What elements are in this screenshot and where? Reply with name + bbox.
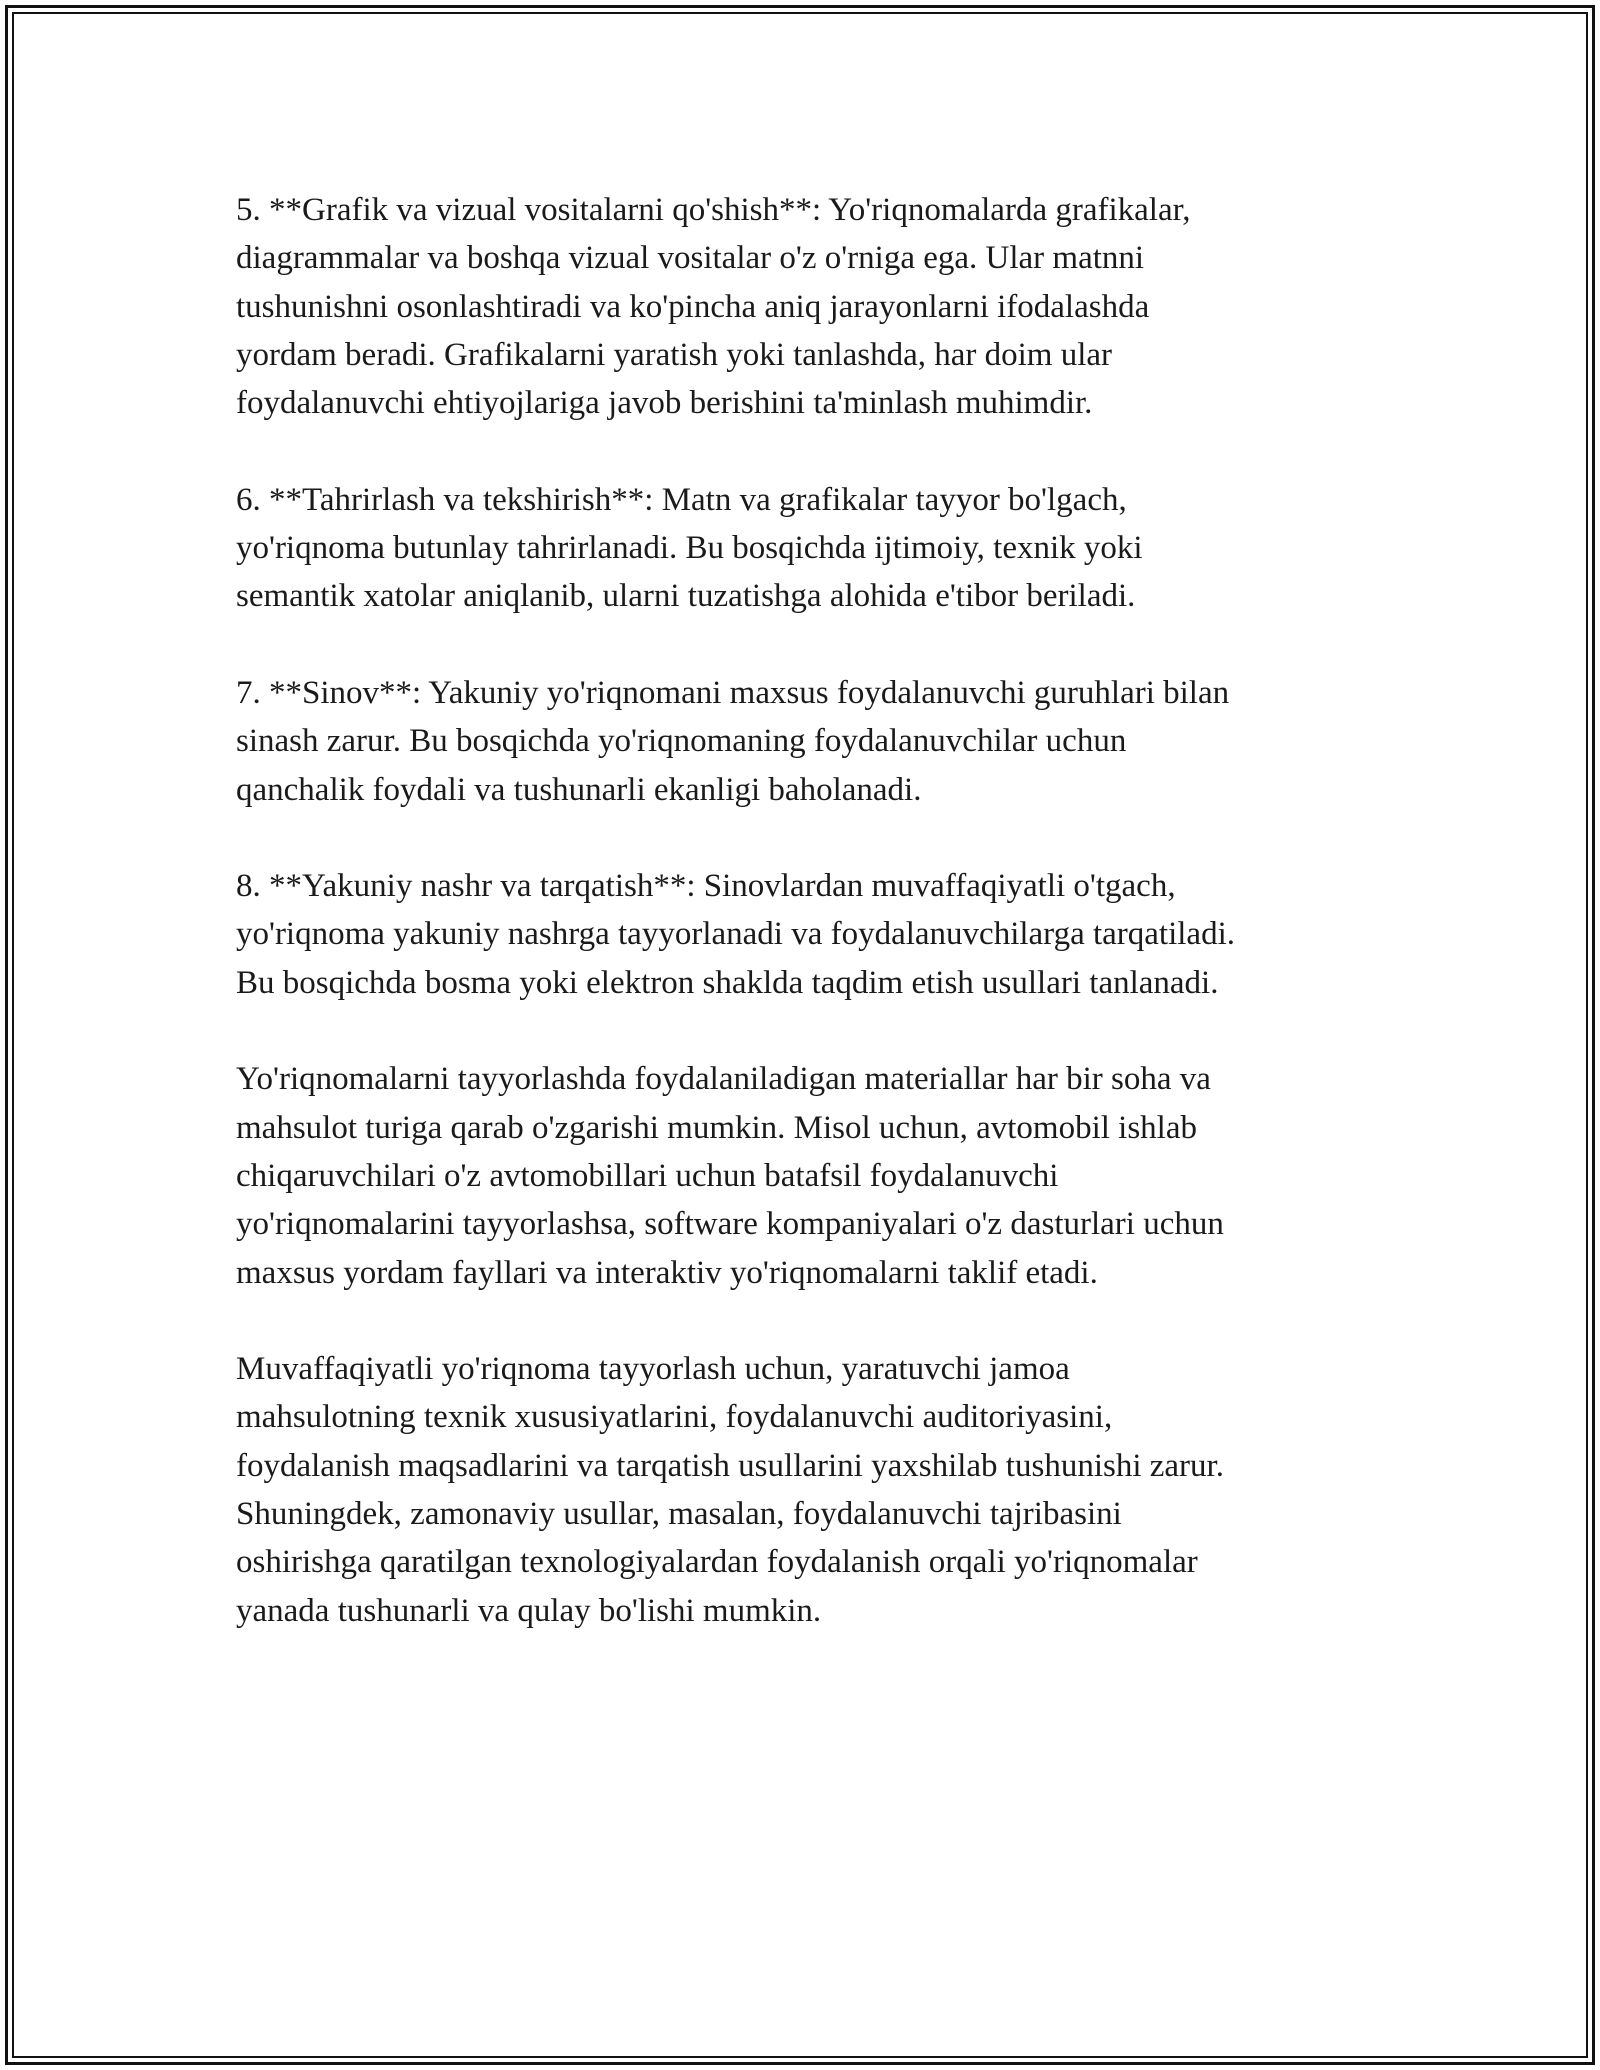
text-line: semantik xatolar aniqlanib, ularni tuzatishga alohida e'tibor beriladi. — [236, 578, 1136, 615]
text-line: mahsulotning texnik xususiyatlarini, foydalanuvchi auditoriyasini, — [236, 1399, 1113, 1436]
paragraph-step-7 — [236, 669, 1396, 814]
text-line: sinash zarur. Bu bosqichda yo'riqnomaning foydalanuvchilar uchun — [236, 723, 1127, 760]
text-line: yo'riqnoma yakuniy nashrga tayyorlanadi va foydalanuvchilarga tarqatiladi. — [236, 916, 1235, 953]
text-line: oshirishga qaratilgan texnologiyalardan foydalanish orqali yo'riqnomalar — [236, 1544, 1198, 1581]
text-line: Muvaffaqiyatli yo'riqnoma tayyorlash uchun, yaratuvchi jamoa — [236, 1351, 1070, 1388]
text-line: maxsus yordam fayllari va interaktiv yo'riqnomalarni taklif etadi. — [236, 1254, 1098, 1291]
text-line: 5. **Grafik va vizual vositalarni qo'shish**: Yo'riqnomalarda grafikalar, — [236, 192, 1191, 228]
paragraph-step-5 — [236, 186, 1396, 427]
paragraph-step-6 — [236, 476, 1396, 621]
text-line: yordam beradi. Grafikalarni yaratish yoki tanlashda, har doim ular — [236, 336, 1113, 373]
paragraph-conclusion — [236, 1345, 1396, 1635]
text-line: 7. **Sinov**: Yakuniy yo'riqnomani maxsus foydalanuvchi guruhlari bilan — [236, 674, 1230, 711]
text-line: tushunishni osonlashtiradi va ko'pincha aniq jarayonlarni ifodalashda — [236, 288, 1150, 325]
text-line: foydalanuvchi ehtiyojlariga javob berishini ta'minlash muhimdir. — [236, 385, 1093, 422]
text-line: Bu bosqichda bosma yoki elektron shaklda taqdim etish usullari tanlanadi. — [236, 964, 1219, 1001]
text-line: foydalanish maqsadlarini va tarqatish usullarini yaxshilab tushunishi zarur. — [236, 1447, 1224, 1484]
text-line: 6. **Tahrirlash va tekshirish**: Matn va grafikalar tayyor bo'lgach, — [236, 481, 1127, 518]
text-line: chiqaruvchilari o'z avtomobillari uchun batafsil foydalanuvchi — [236, 1157, 1059, 1194]
text-line: qanchalik foydali va tushunarli ekanligi baholanadi. — [236, 771, 922, 808]
text-line: Yo'riqnomalarni tayyorlashda foydalaniladigan materiallar har bir soha va — [236, 1061, 1211, 1098]
paragraph-materials — [236, 1055, 1396, 1296]
paragraph-step-8 — [236, 862, 1396, 1007]
document-body — [236, 186, 1396, 1683]
text-line: mahsulot turiga qarab o'zgarishi mumkin. Misol uchun, avtomobil ishlab — [236, 1109, 1197, 1146]
text-line: diagrammalar va boshqa vizual vositalar o'z o'rniga ega. Ular matnni — [236, 240, 1145, 277]
text-line: yanada tushunarli va qulay bo'lishi mumkin. — [236, 1592, 822, 1629]
text-line: Shuningdek, zamonaviy usullar, masalan, foydalanuvchi tajribasini — [236, 1496, 1122, 1533]
text-line: 8. **Yakuniy nashr va tarqatish**: Sinovlardan muvaffaqiyatli o'tgach, — [236, 868, 1176, 905]
text-line: yo'riqnomalarini tayyorlashsa, software kompaniyalari o'z dasturlari uchun — [236, 1206, 1224, 1243]
text-line: yo'riqnoma butunlay tahrirlanadi. Bu bosqichda ijtimoiy, texnik yoki — [236, 530, 1143, 567]
